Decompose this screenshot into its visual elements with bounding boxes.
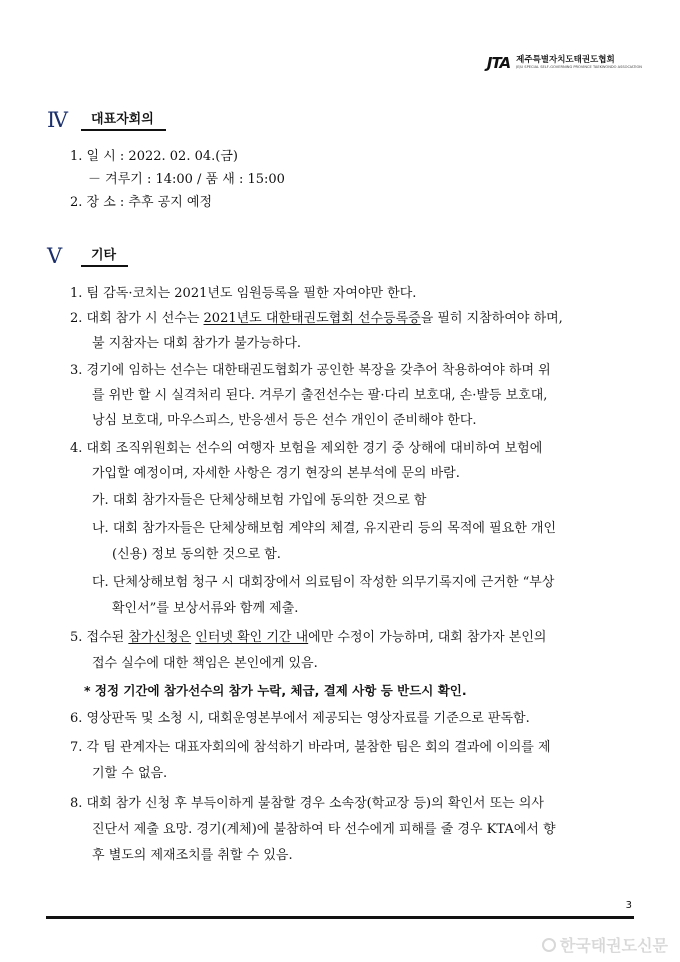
section-4-heading [47, 108, 166, 131]
item-3-cont-2: 낭심 보호대, 마우스피스, 반응센서 등은 선수 개인이 준비해야 한다. [92, 413, 477, 428]
item-4-da: 다. 단체상해보험 청구 시 대회장에서 의료팀이 작성한 의무기록지에 근거한 “부상 [92, 575, 555, 590]
item-5-text-a: 5. 접수된 [70, 630, 129, 645]
item-8-cont-2: 후 별도의 제재조치를 취할 수 있음. [92, 848, 293, 863]
logo-text [516, 56, 642, 70]
section-4-numeral: Ⅳ [47, 108, 68, 132]
watermark-icon [542, 938, 556, 952]
correction-notice: * 정정 기간에 참가선수의 참가 누락, 체급, 결제 사항 등 반드시 확인. [84, 683, 467, 698]
item-1: 1. 팀 감독·코치는 2021년도 임원등록을 필한 자여야만 한다. [70, 286, 417, 301]
item-2 [70, 312, 563, 325]
item-4-na: 나. 대회 참가자들은 단체상해보험 계약의 체결, 유지관리 등의 목적에 필요한 개인 [92, 521, 557, 536]
item-5-underlined-2: 인터넷 확인 기간 내 [195, 630, 309, 645]
item-2-text-a: 2. 대회 참가 시 선수는 [70, 311, 204, 326]
item-3: 3. 경기에 임하는 선수는 대한태권도협회가 공인한 복장을 갖추어 착용하여야 하며 위 [70, 363, 551, 378]
item-7: 7. 각 팀 관계자는 대표자회의에 참석하기 바라며, 불참한 팀은 회의 결과에 이의를 제 [70, 740, 551, 755]
item-4: 4. 대회 조직위원회는 선수의 여행자 보험을 제외한 경기 중 상해에 대비하여 보험에 [70, 441, 543, 456]
item-5-underlined-1: 참가신청은 [128, 630, 192, 645]
watermark [542, 933, 668, 956]
item-7-cont: 기할 수 없음. [92, 766, 168, 781]
item-5 [70, 631, 546, 644]
section-5-heading [47, 244, 128, 267]
item-8: 8. 대회 참가 신청 후 부득이하게 불참할 경우 소속장(학교장 등)의 확인서 또는 의사 [70, 796, 544, 811]
item-4-cont: 가입할 예정이며, 자세한 사항은 경기 현장의 본부석에 문의 바람. [92, 466, 460, 481]
footer-rule [46, 916, 634, 919]
item-8-cont-1: 진단서 제출 요망. 경기(계체)에 불참하여 타 선수에게 피해를 줄 경우 KTA에서 향 [92, 822, 556, 837]
item-5-cont: 접수 실수에 대한 책임은 본인에게 있음. [92, 656, 318, 671]
item-2-underlined: 2021년도 대한태권도협회 선수등록증 [203, 311, 421, 326]
item-4-ga: 가. 대회 참가자들은 단체상해보험 가입에 동의한 것으로 함 [92, 493, 427, 508]
logo-mark: JTA [486, 54, 511, 72]
item-2-text-b: 을 필히 지참하여야 하며, [420, 311, 563, 326]
section-5-numeral: Ⅴ [47, 244, 63, 268]
section-5-title: 기타 [81, 244, 128, 267]
meeting-times: － 겨루기 : 14:00 / 품 새 : 15:00 [88, 172, 285, 187]
page-number: 3 [625, 900, 632, 911]
item-4-na-cont: (신용) 정보 동의한 것으로 함. [112, 547, 281, 562]
logo-name: 제주특별자치도태권도협회 [516, 54, 615, 65]
section-4-title: 대표자회의 [81, 108, 166, 131]
item-6: 6. 영상판독 및 소청 시, 대회운영본부에서 제공되는 영상자료를 기준으로 판독함. [70, 711, 530, 726]
item-2-cont: 불 지참자는 대회 참가가 불가능하다. [92, 336, 302, 351]
meeting-date: 1. 일 시 : 2022. 02. 04.(금) [70, 149, 238, 164]
meeting-place: 2. 장 소 : 추후 공지 예정 [70, 195, 213, 210]
item-4-da-cont: 확인서”를 보상서류와 함께 제출. [112, 601, 299, 616]
association-logo [487, 54, 642, 72]
watermark-text: 한국태권도신문 [559, 936, 668, 955]
logo-english: JEJU SPECIAL SELF-GOVERNING PROVINCE TAEKWONDO ASSOCIATION [516, 65, 642, 70]
item-5-text-b: 에만 수정이 가능하며, 대회 참가자 본인의 [308, 630, 547, 645]
item-3-cont-1: 를 위반 할 시 실격처리 된다. 겨루기 출전선수는 팔·다리 보호대, 손·발등 보호대, [92, 388, 548, 403]
